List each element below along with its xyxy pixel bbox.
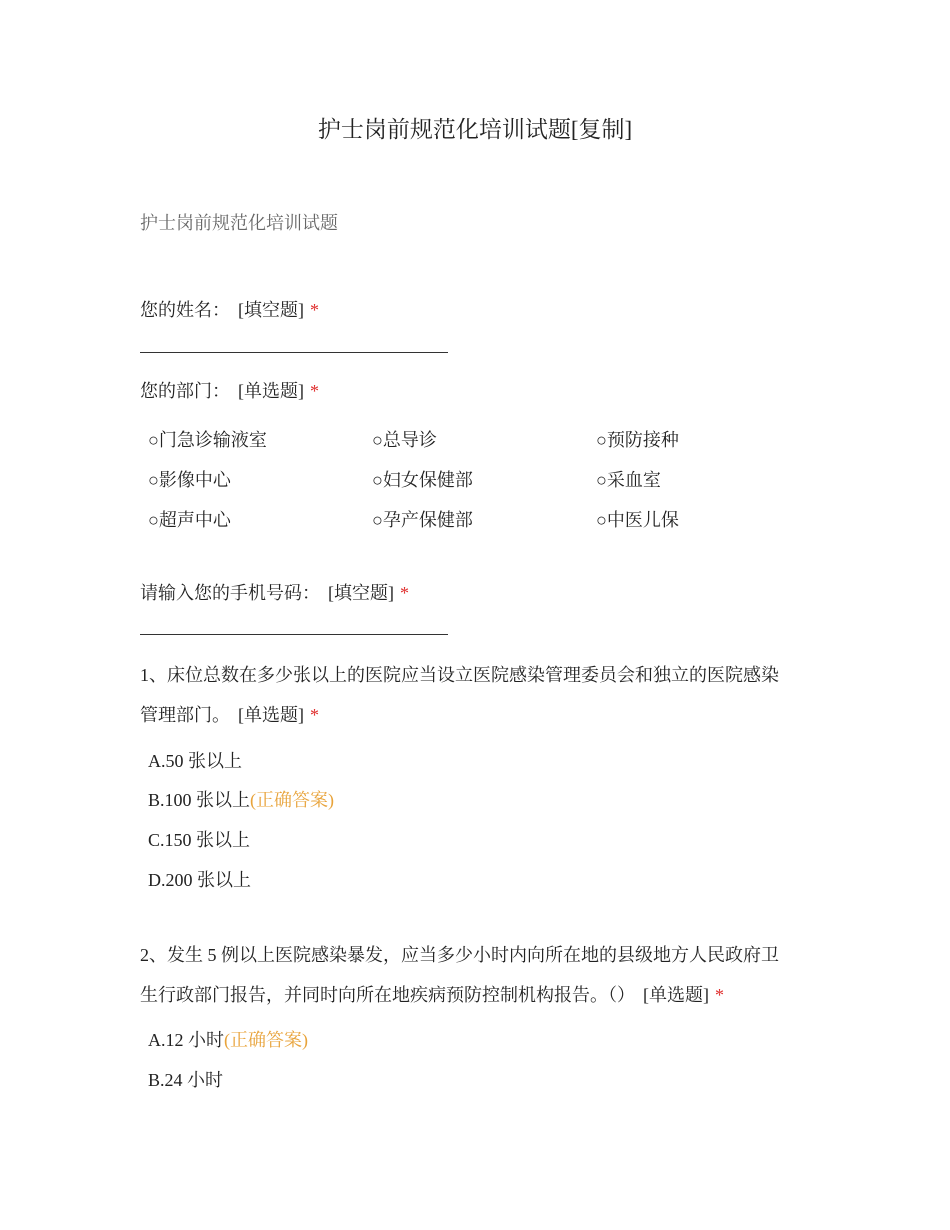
name-input-line[interactable] bbox=[140, 352, 448, 353]
question-text-line2: 管理部门。 bbox=[140, 705, 230, 725]
q1-option-a[interactable]: A.50 张以上 bbox=[148, 751, 242, 771]
q2-option-a[interactable] bbox=[148, 1026, 308, 1052]
option-text: A.12 小时 bbox=[148, 1030, 224, 1050]
required-mark: * bbox=[310, 381, 319, 401]
page-title: 护士岗前规范化培训试题[复制] bbox=[317, 117, 633, 142]
q1-option-b[interactable] bbox=[148, 786, 334, 812]
q1-option-c[interactable]: C.150 张以上 bbox=[148, 830, 251, 850]
question-type-tag: [填空题] bbox=[238, 300, 304, 320]
department-option[interactable]: ○采血室 bbox=[596, 470, 661, 490]
department-option[interactable]: ○门急诊输液室 bbox=[148, 430, 267, 450]
question-text: 您的姓名： bbox=[140, 300, 230, 320]
phone-input-line[interactable] bbox=[140, 634, 448, 635]
survey-description: 护士岗前规范化培训试题 bbox=[140, 213, 338, 233]
required-mark: * bbox=[310, 705, 319, 725]
question-department bbox=[140, 371, 810, 411]
required-mark: * bbox=[400, 583, 409, 603]
question-text-line2: 生行政部门报告，并同时向所在地疾病预防控制机构报告。（） bbox=[140, 985, 635, 1005]
required-mark: * bbox=[310, 300, 319, 320]
question-text-line1: 2、发生 5 例以上医院感染暴发，应当多少小时内向所在地的县级地方人民政府卫 bbox=[140, 945, 779, 965]
correct-answer-label: (正确答案) bbox=[250, 790, 335, 810]
required-mark: * bbox=[715, 985, 724, 1005]
q1-option-d[interactable]: D.200 张以上 bbox=[148, 870, 251, 890]
question-name bbox=[140, 290, 810, 330]
question-phone bbox=[140, 573, 810, 613]
question-text: 请输入您的手机号码： bbox=[140, 583, 320, 603]
department-option[interactable]: ○总导诊 bbox=[372, 430, 437, 450]
department-option[interactable]: ○孕产保健部 bbox=[372, 510, 473, 530]
department-option[interactable]: ○超声中心 bbox=[148, 510, 231, 530]
option-text: B.100 张以上 bbox=[148, 790, 251, 810]
question-type-tag: [单选题] bbox=[238, 381, 304, 401]
q2-option-b[interactable]: B.24 小时 bbox=[148, 1070, 224, 1090]
question-2 bbox=[140, 935, 810, 1015]
correct-answer-label: (正确答案) bbox=[224, 1030, 308, 1050]
department-option[interactable]: ○影像中心 bbox=[148, 470, 231, 490]
question-text-line1: 1、床位总数在多少张以上的医院应当设立医院感染管理委员会和独立的医院感染 bbox=[140, 665, 779, 685]
question-type-tag: [填空题] bbox=[328, 583, 394, 603]
question-type-tag: [单选题] bbox=[238, 705, 304, 725]
question-1 bbox=[140, 655, 810, 735]
question-type-tag: [单选题] bbox=[643, 985, 709, 1005]
question-text: 您的部门： bbox=[140, 381, 230, 401]
department-option[interactable]: ○中医儿保 bbox=[596, 510, 679, 530]
department-option[interactable]: ○妇女保健部 bbox=[372, 470, 473, 490]
department-option[interactable]: ○预防接种 bbox=[596, 430, 679, 450]
